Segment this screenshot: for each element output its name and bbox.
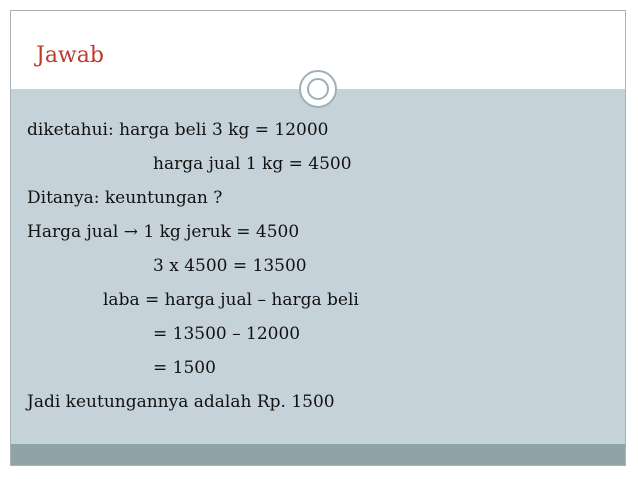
slide-body xyxy=(27,113,359,419)
decorative-ring-icon xyxy=(299,70,337,108)
text-line-asked: Ditanya: keuntungan ? xyxy=(27,188,223,208)
text-line-profit-result: = 1500 xyxy=(153,358,216,378)
text-line-given-sell: harga jual 1 kg = 4500 xyxy=(153,154,352,174)
footer-bar xyxy=(11,444,625,465)
text-line-given-buy: diketahui: harga beli 3 kg = 12000 xyxy=(27,120,329,140)
slide-title: Jawab xyxy=(36,43,104,68)
text-line-sell-price: Harga jual → 1 kg jeruk = 4500 xyxy=(27,222,300,242)
text-line-profit-formula: laba = harga jual – harga beli xyxy=(103,290,359,310)
text-line-sell-total: 3 x 4500 = 13500 xyxy=(153,256,307,276)
text-line-profit-sub: = 13500 – 12000 xyxy=(153,324,301,344)
text-line-conclusion: Jadi keutungannya adalah Rp. 1500 xyxy=(27,392,335,412)
decorative-ring-inner xyxy=(307,78,329,100)
